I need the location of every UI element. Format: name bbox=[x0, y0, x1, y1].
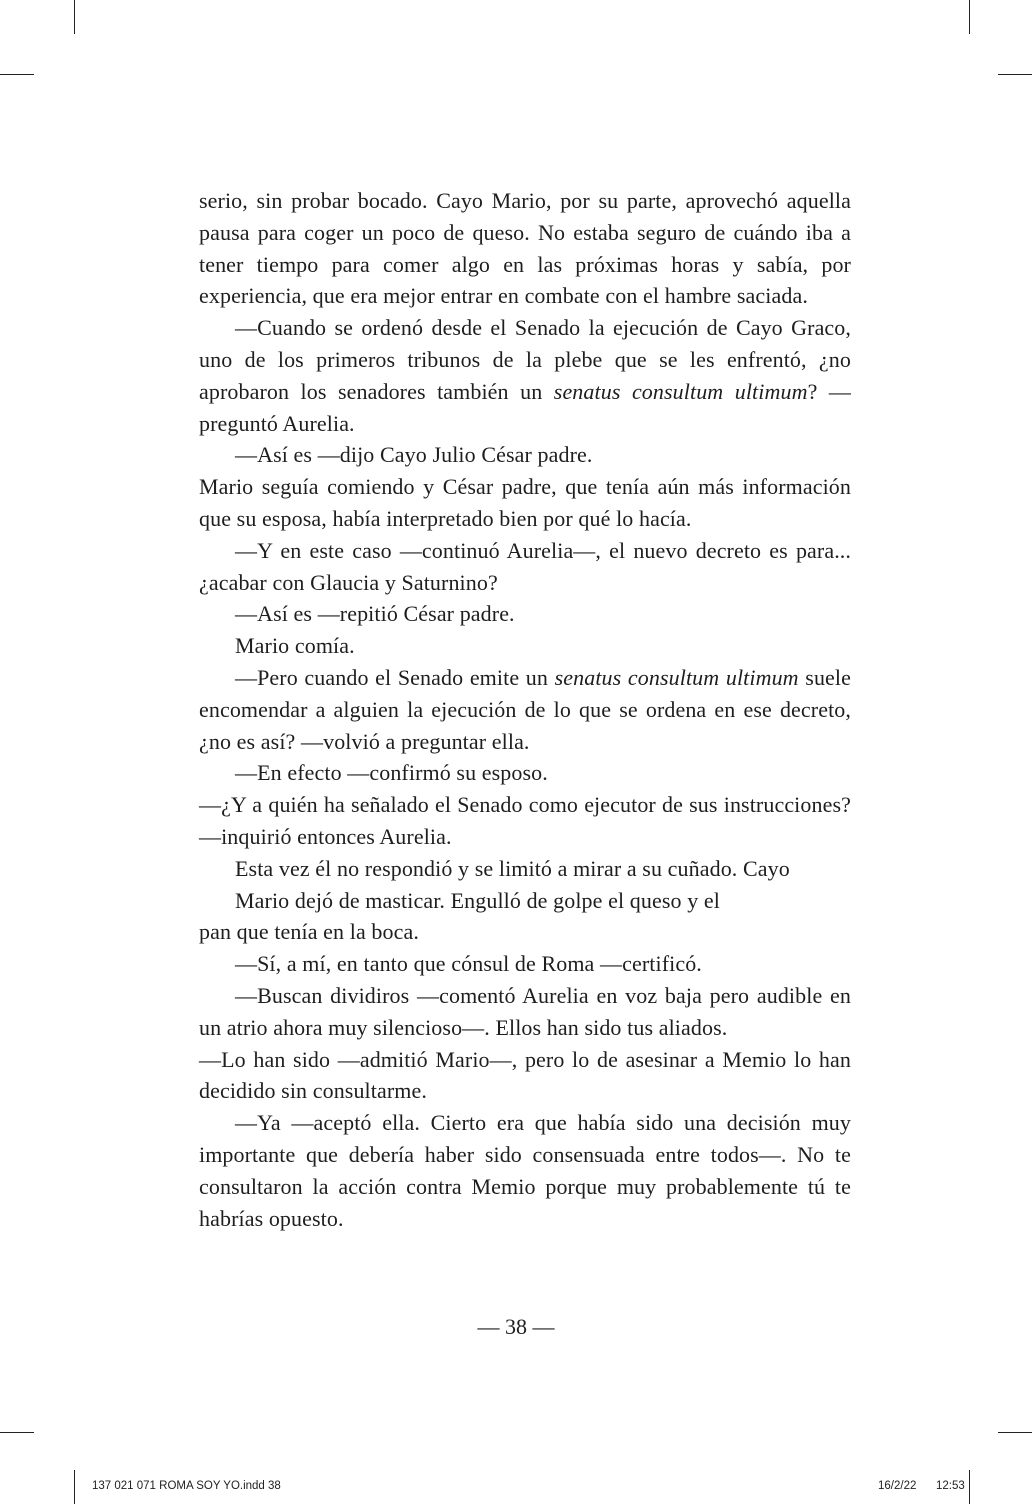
paragraph bbox=[199, 598, 851, 630]
paragraph bbox=[199, 948, 851, 980]
paragraph bbox=[199, 662, 851, 757]
paragraph bbox=[199, 757, 851, 789]
crop-mark bbox=[969, 1470, 970, 1504]
italic-text: senatus consultum ultimum bbox=[554, 664, 799, 690]
body-text bbox=[199, 185, 851, 1234]
paragraph-text: —Lo han sido —admitió Mario—, pero lo de asesinar a Memio lo han decidido sin consultarme. bbox=[199, 1046, 851, 1104]
paragraph bbox=[199, 471, 851, 535]
paragraph-text: Esta vez él no respondió y se limitó a mirar a su cuñado. Cayo bbox=[235, 855, 790, 881]
slug-time: 12:53 bbox=[936, 1480, 965, 1492]
paragraph-text: suele encomendar a alguien la ejecución de lo que se ordena en ese decreto, ¿no es así? —volvió a preguntar ella. bbox=[199, 664, 851, 754]
paragraph-text: —Así es —repitió César padre. bbox=[235, 601, 515, 627]
paragraph-text: pan que tenía en la boca. bbox=[199, 919, 419, 945]
slug-date: 16/2/22 bbox=[878, 1480, 917, 1492]
page-number: — 38 — bbox=[477, 1314, 555, 1339]
crop-mark bbox=[74, 1470, 75, 1504]
slug-filename: 137 021 071 ROMA SOY YO.indd 38 bbox=[92, 1480, 281, 1492]
paragraph bbox=[199, 439, 851, 471]
paragraph-text: —Sí, a mí, en tanto que cónsul de Roma —certificó. bbox=[235, 951, 702, 977]
paragraph bbox=[199, 312, 851, 439]
paragraph-text: —Ya —aceptó ella. Cierto era que había sido una decisión muy importante que debería haber sido consensuada entre todos—. No te consultaron la acción contra Memio porque muy probablemente tú te habrías opuesto. bbox=[199, 1110, 851, 1231]
paragraph bbox=[199, 1107, 851, 1234]
paragraph-text: —En efecto —confirmó su esposo. bbox=[235, 760, 548, 786]
paragraph-text: ? —preguntó Aurelia. bbox=[199, 378, 851, 436]
paragraph bbox=[199, 853, 851, 885]
paragraph-text: —Buscan dividiros —comentó Aurelia en voz baja pero audible en un atrio ahora muy silencioso—. Ellos han sido tus aliados. bbox=[199, 982, 851, 1040]
crop-mark bbox=[0, 74, 34, 75]
paragraph-text: —Pero cuando el Senado emite un bbox=[235, 664, 555, 690]
paragraph-text: serio, sin probar bocado. Cayo Mario, por su parte, aprovechó aquella pausa para coger un poco de queso. No estaba seguro de cuándo iba a tener tiempo para comer algo en las próximas horas y sabía, por experiencia, que era mejor entrar en combate con el hambre saciada. bbox=[199, 188, 851, 309]
paragraph-text: —Y en este caso —continuó Aurelia—, el nuevo decreto es para... ¿acabar con Glaucia y Saturnino? bbox=[199, 537, 851, 595]
italic-text: senatus consultum ultimum bbox=[553, 378, 808, 404]
paragraph bbox=[199, 980, 851, 1044]
paragraph bbox=[199, 885, 851, 917]
paragraph bbox=[199, 535, 851, 599]
paragraph-text: —Así es —dijo Cayo Julio César padre. bbox=[235, 442, 593, 468]
crop-mark bbox=[969, 0, 970, 34]
paragraph-text: Mario comía. bbox=[235, 633, 355, 659]
paragraph-text: Mario dejó de masticar. Engulló de golpe el queso y el bbox=[235, 887, 720, 913]
paragraph-text: —¿Y a quién ha señalado el Senado como ejecutor de sus instrucciones? —inquirió entonces Aurelia. bbox=[199, 792, 851, 849]
crop-mark bbox=[74, 0, 75, 34]
crop-mark bbox=[998, 74, 1032, 75]
paragraph bbox=[199, 630, 851, 662]
crop-mark bbox=[998, 1432, 1032, 1433]
paragraph bbox=[199, 789, 851, 853]
paragraph-text: Mario seguía comiendo y César padre, que tenía aún más información que su esposa, había interpretado bien por qué lo hacía. bbox=[199, 474, 851, 531]
paragraph-text: —Cuando se ordenó desde el Senado la ejecución de Cayo Graco, uno de los primeros tribunos de la plebe que se les enfrentó, ¿no aprobaron los senadores también un bbox=[199, 315, 851, 404]
paragraph bbox=[199, 185, 851, 312]
paragraph bbox=[199, 1044, 851, 1108]
crop-mark bbox=[0, 1432, 34, 1433]
paragraph bbox=[199, 916, 851, 948]
